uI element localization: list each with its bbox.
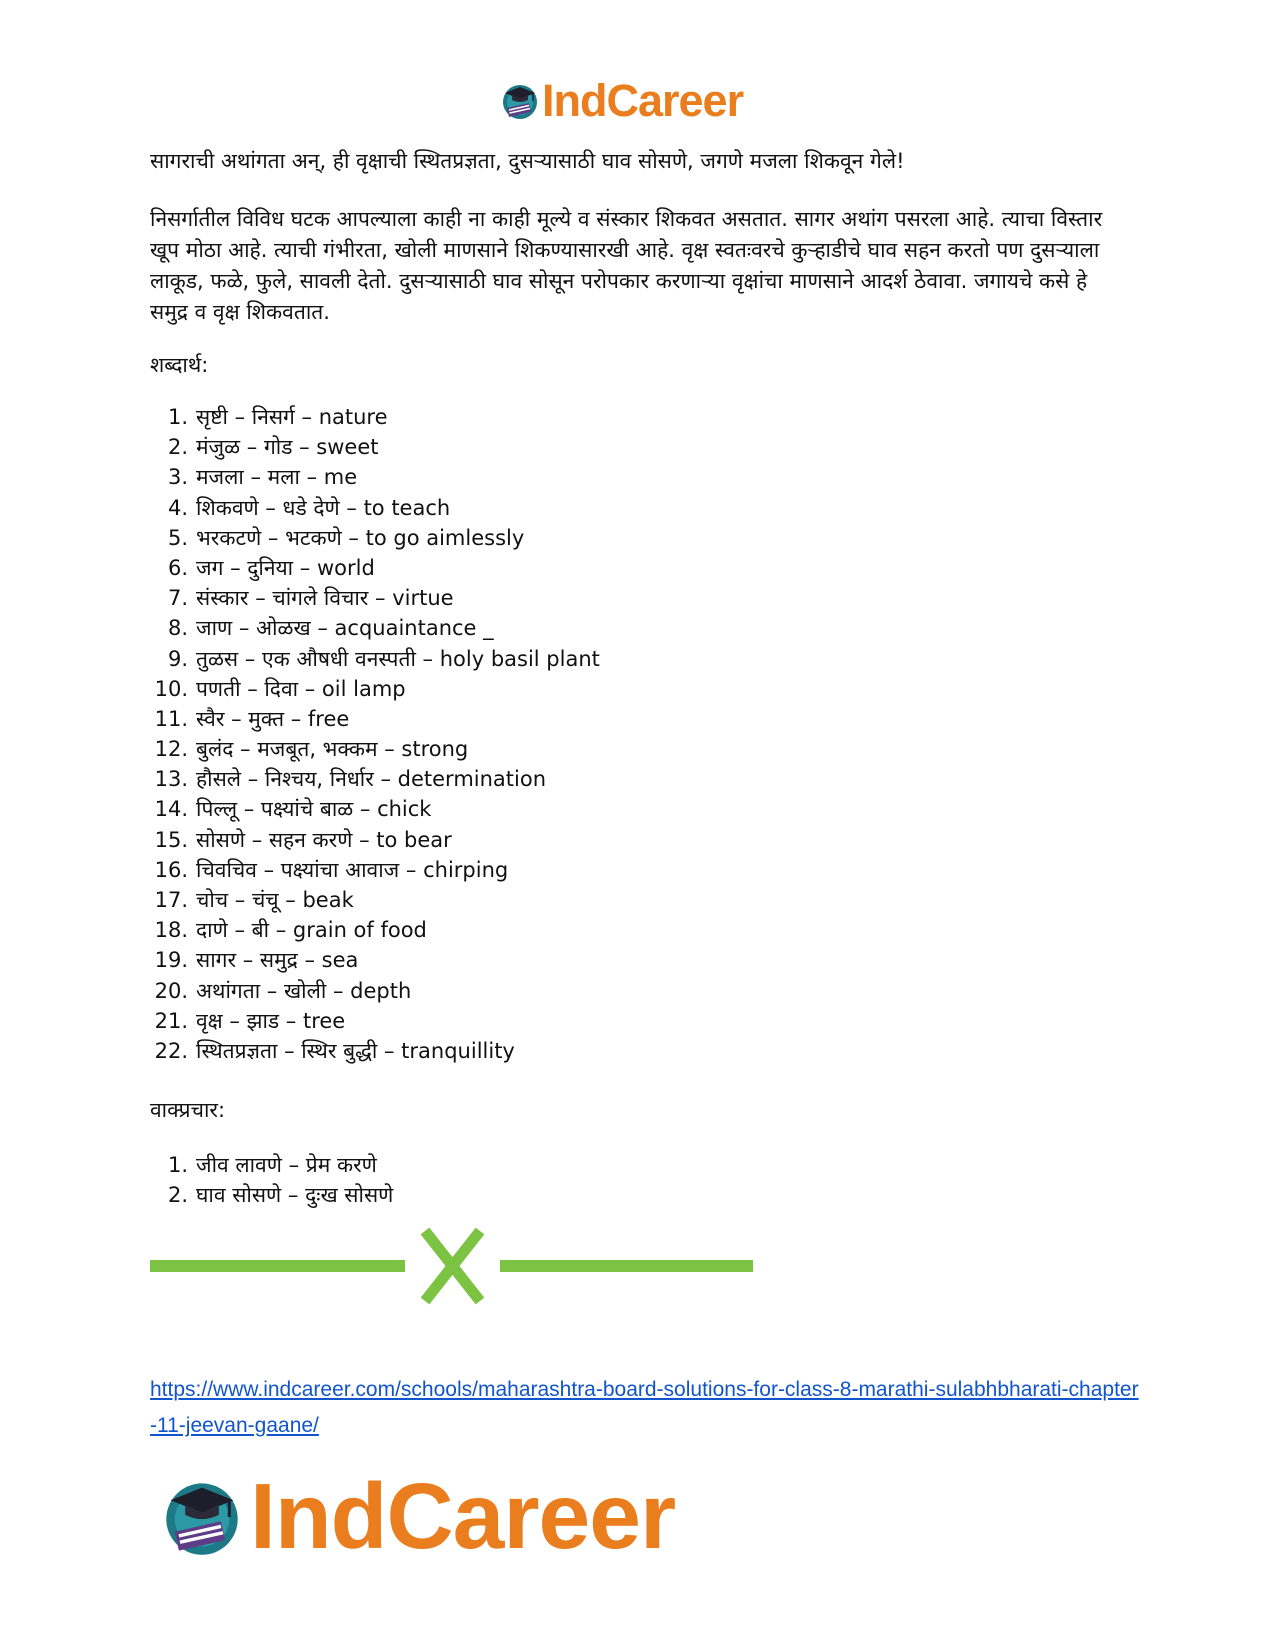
- source-link[interactable]: https://www.indcareer.com/schools/maharashtra-board-solutions-for-class-8-marathi-sulabhbharati-chapter-11-jeevan-gaane/: [150, 1378, 1139, 1437]
- list-item: 21. वृक्ष – झाड – tree: [154, 1008, 346, 1033]
- list-item: 16. चिवचिव – पक्ष्यांचा आवाज – chirping: [154, 857, 509, 882]
- list-item: 13. हौसले – निश्चय, निर्धार – determination: [154, 767, 547, 792]
- list-item: 2. घाव सोसणे – दुःख सोसणे: [167, 1183, 394, 1208]
- phrases-list: [150, 1150, 393, 1210]
- list-item: 2. मंजुळ – गोड – sweet: [167, 435, 379, 460]
- indcareer-logo-top: [500, 75, 744, 126]
- list-item: 15. सोसणे – सहन करणे – to bear: [154, 827, 452, 852]
- logo-text: IndCareer: [250, 1464, 676, 1568]
- graduation-cap-book-globe-icon: [160, 1475, 244, 1559]
- divider-x-icon: [425, 1231, 480, 1301]
- graduation-cap-book-globe-icon: [500, 81, 540, 121]
- logo-text: IndCareer: [542, 75, 744, 126]
- list-item: 22. स्थितप्रज्ञता – स्थिर बुद्धी – tranquillity: [154, 1038, 515, 1063]
- list-item: 11. स्वैर – मुक्त – free: [154, 706, 350, 731]
- explanation-paragraph: निसर्गातील विविध घटक आपल्याला काही ना काही मूल्ये व संस्कार शिकवत असतात. सागर अथांग पसरला आहे. त्याचा विस्तार खूप मोठा आहे. त्याची गंभीरता, खोली माणसाने शिकण्यासारखी आहे. वृक्ष स्वतःवरचे कुऱ्हाडीचे घाव सहन करतो पण दुसऱ्याला लाकूड, फळे, फुले, सावली देतो. दुसऱ्यासाठी घाव सोसून परोपकार करणाऱ्या वृक्षांचा माणसाने आदर्श ठेवावा. जगायचे कसे हे समुद्र व वृक्ष शिकवतात.: [150, 207, 1103, 324]
- list-item: 3. मजला – मला – me: [167, 465, 358, 490]
- list-item: 17. चोच – चंचू – beak: [154, 888, 354, 912]
- list-item: 12. बुलंद – मजबूत, भक्कम – strong: [154, 737, 469, 762]
- list-item: 20. अथांगता – खोली – depth: [154, 978, 412, 1003]
- list-item: 9. तुळस – एक औषधी वनस्पती – holy basil plant: [167, 646, 600, 671]
- list-item: 14. पिल्लू – पक्ष्यांचे बाळ – chick: [154, 797, 432, 822]
- word-meanings-list: [150, 402, 600, 1066]
- intro-line: सागराची अथांगता अन्, ही वृक्षाची स्थितप्रज्ञता, दुसऱ्यासाठी घाव सोसणे, जगणे मजला शिकवून गेले!: [150, 149, 905, 173]
- indcareer-logo-bottom: [160, 1464, 676, 1568]
- phrases-heading: वाक्प्रचार:: [150, 1098, 226, 1122]
- list-item: 5. भरकटणे – भटकणे – to go aimlessly: [167, 525, 525, 550]
- list-item: 19. सागर – समुद्र – sea: [154, 948, 359, 973]
- word-meanings-heading: शब्दार्थ:: [150, 353, 209, 377]
- list-item: 10. पणती – दिवा – oil lamp: [154, 676, 406, 701]
- list-item: 4. शिकवणे – धडे देणे – to teach: [167, 495, 451, 520]
- list-item: 6. जग – दुनिया – world: [167, 555, 375, 580]
- section-divider: [150, 1226, 760, 1306]
- list-item: 7. संस्कार – चांगले विचार – virtue: [167, 586, 454, 611]
- list-item: 1. सृष्टी – निसर्ग – nature: [167, 405, 388, 429]
- list-item: 18. दाणे – बी – grain of food: [154, 918, 427, 943]
- list-item: 8. जाण – ओळख – acquaintance _: [167, 616, 494, 641]
- list-item: 1. जीव लावणे – प्रेम करणे: [167, 1153, 377, 1177]
